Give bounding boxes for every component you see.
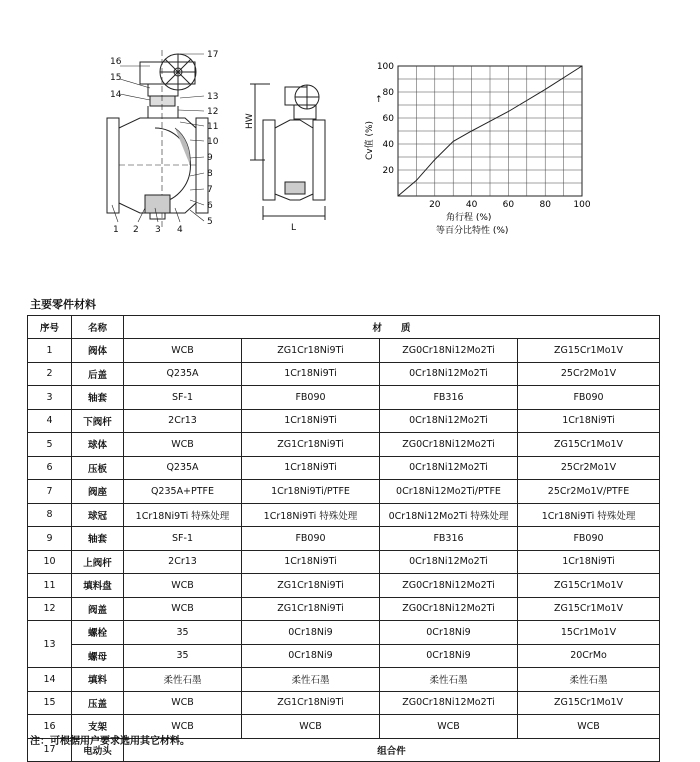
cell-material: 0Cr18Ni9 xyxy=(242,644,380,668)
dim-hw-label: HW xyxy=(245,113,255,129)
table-row xyxy=(28,597,660,621)
table-row xyxy=(28,644,660,668)
section-title: 主要零件材料 xyxy=(30,298,96,311)
side-view xyxy=(250,84,325,220)
cell-material: 2Cr13 xyxy=(124,409,242,433)
cell-material: SF-1 xyxy=(124,386,242,410)
cell-material: ZG15Cr1Mo1V xyxy=(518,691,660,715)
table-row xyxy=(28,668,660,692)
cell-no: 1 xyxy=(28,339,72,363)
y-tick-label: 100 xyxy=(376,62,394,72)
cell-material: ZG0Cr18Ni12Mo2Ti xyxy=(380,597,518,621)
table-row xyxy=(28,339,660,363)
cell-no: 17 xyxy=(28,738,72,762)
callout-7: 7 xyxy=(207,185,213,195)
cell-material: Q235A xyxy=(124,362,242,386)
x-tick-label: 80 xyxy=(539,200,551,210)
x-tick-label: 40 xyxy=(465,200,478,210)
table-row xyxy=(28,621,660,645)
cell-material: ZG1Cr18Ni9Ti xyxy=(242,597,380,621)
table-row xyxy=(28,386,660,410)
table-header-row xyxy=(28,316,660,339)
cell-material: 组合件 xyxy=(124,738,660,762)
cell-material: 25Cr2Mo1V xyxy=(518,456,660,480)
header-material: 材 质 xyxy=(124,316,660,339)
cell-name: 球体 xyxy=(72,433,124,457)
header-name: 名称 xyxy=(72,316,124,339)
footnote: 注：可根据用户要求选用其它材料。 xyxy=(30,736,190,747)
cell-material: 柔性石墨 xyxy=(124,668,242,692)
cell-material: ZG0Cr18Ni12Mo2Ti xyxy=(380,574,518,598)
cell-name: 电动头 xyxy=(72,738,124,762)
table-row xyxy=(28,691,660,715)
callout-11: 11 xyxy=(207,122,219,132)
cell-name: 后盖 xyxy=(72,362,124,386)
cell-material: WCB xyxy=(124,597,242,621)
cell-material: 1Cr18Ni9Ti 特殊处理 xyxy=(518,503,660,527)
cell-material: 0Cr18Ni12Mo2Ti xyxy=(380,456,518,480)
cell-material: WCB xyxy=(124,715,242,739)
cell-material: 1Cr18Ni9Ti xyxy=(242,550,380,574)
x-tick-label: 100 xyxy=(573,200,591,210)
cell-material: ZG0Cr18Ni12Mo2Ti xyxy=(380,691,518,715)
table-row xyxy=(28,574,660,598)
y-tick-label: 20 xyxy=(382,166,394,176)
technical-drawing xyxy=(0,0,700,290)
cell-material: WCB xyxy=(124,433,242,457)
cell-material: FB316 xyxy=(380,386,518,410)
cell-no: 13 xyxy=(28,621,72,668)
callout-5: 5 xyxy=(207,217,213,227)
cell-material: WCB xyxy=(242,715,380,739)
table-row xyxy=(28,480,660,504)
cell-material: 1Cr18Ni9Ti 特殊处理 xyxy=(124,503,242,527)
cell-material: ZG15Cr1Mo1V xyxy=(518,339,660,363)
cell-no: 3 xyxy=(28,386,72,410)
callout-14: 14 xyxy=(110,90,122,100)
callout-2: 2 xyxy=(133,225,139,235)
cell-material: ZG15Cr1Mo1V xyxy=(518,597,660,621)
cv-characteristic-chart xyxy=(363,62,591,236)
cell-material: 25Cr2Mo1V xyxy=(518,362,660,386)
cell-material: 0Cr18Ni12Mo2Ti xyxy=(380,550,518,574)
y-axis-arrow: ↑ xyxy=(375,95,383,105)
cell-material: ZG1Cr18Ni9Ti xyxy=(242,433,380,457)
cell-material: 1Cr18Ni9Ti xyxy=(242,362,380,386)
cell-material: 0Cr18Ni12Mo2Ti 特殊处理 xyxy=(380,503,518,527)
callout-12: 12 xyxy=(207,107,219,117)
table-row xyxy=(28,362,660,386)
callout-6: 6 xyxy=(207,201,213,211)
callout-8: 8 xyxy=(207,169,213,179)
cell-name: 支架 xyxy=(72,715,124,739)
table-row xyxy=(28,550,660,574)
cell-no: 12 xyxy=(28,597,72,621)
cell-material: ZG1Cr18Ni9Ti xyxy=(242,691,380,715)
cell-material: ZG15Cr1Mo1V xyxy=(518,574,660,598)
table-row xyxy=(28,409,660,433)
x-axis-label-1: 角行程 (%) xyxy=(446,213,492,223)
callout-4: 4 xyxy=(177,225,183,235)
cell-material: 0Cr18Ni9 xyxy=(380,621,518,645)
cell-no: 4 xyxy=(28,409,72,433)
callout-3: 3 xyxy=(155,225,161,235)
cell-material: SF-1 xyxy=(124,527,242,551)
x-tick-label: 20 xyxy=(429,200,441,210)
callout-10: 10 xyxy=(207,137,219,147)
cell-material: FB316 xyxy=(380,527,518,551)
cell-material: WCB xyxy=(380,715,518,739)
callout-1: 1 xyxy=(113,225,119,235)
cell-no: 9 xyxy=(28,527,72,551)
cell-name: 阀盖 xyxy=(72,597,124,621)
cell-name: 球冠 xyxy=(72,503,124,527)
callout-15: 15 xyxy=(110,73,122,83)
callout-17: 17 xyxy=(207,50,219,60)
cell-material: WCB xyxy=(518,715,660,739)
cell-material: 1Cr18Ni9Ti xyxy=(518,550,660,574)
cell-material: 柔性石墨 xyxy=(242,668,380,692)
cell-name: 螺栓 xyxy=(72,621,124,645)
cell-material: 2Cr13 xyxy=(124,550,242,574)
materials-table xyxy=(27,315,660,762)
cell-material: 0Cr18Ni12Mo2Ti/PTFE xyxy=(380,480,518,504)
callout-9: 9 xyxy=(207,153,213,163)
cell-name: 填料盘 xyxy=(72,574,124,598)
cell-material: 0Cr18Ni12Mo2Ti xyxy=(380,362,518,386)
cell-no: 15 xyxy=(28,691,72,715)
cell-material: FB090 xyxy=(242,386,380,410)
y-tick-label: 60 xyxy=(382,114,394,124)
x-tick-label: 60 xyxy=(502,200,515,210)
callout-16: 16 xyxy=(110,57,122,67)
cell-no: 16 xyxy=(28,715,72,739)
cell-material: FB090 xyxy=(242,527,380,551)
cell-material: ZG0Cr18Ni12Mo2Ti xyxy=(380,339,518,363)
cell-name: 轴套 xyxy=(72,386,124,410)
cell-material: 1Cr18Ni9Ti xyxy=(518,409,660,433)
cell-material: WCB xyxy=(124,339,242,363)
table-row xyxy=(28,503,660,527)
y-tick-label: 80 xyxy=(382,88,394,98)
cell-name: 阀体 xyxy=(72,339,124,363)
cell-material: 35 xyxy=(124,621,242,645)
callout-13: 13 xyxy=(207,92,219,102)
cell-no: 11 xyxy=(28,574,72,598)
cell-no: 14 xyxy=(28,668,72,692)
dim-l-label: L xyxy=(291,223,297,233)
cell-material: 1Cr18Ni9Ti/PTFE xyxy=(242,480,380,504)
cell-no: 8 xyxy=(28,503,72,527)
cell-no: 10 xyxy=(28,550,72,574)
cell-material: 1Cr18Ni9Ti 特殊处理 xyxy=(242,503,380,527)
table-row xyxy=(28,456,660,480)
cell-no: 7 xyxy=(28,480,72,504)
y-tick-label: 40 xyxy=(382,140,394,150)
cell-material: WCB xyxy=(124,574,242,598)
cell-name: 下阀杆 xyxy=(72,409,124,433)
table-row xyxy=(28,527,660,551)
cell-name: 压板 xyxy=(72,456,124,480)
cell-name: 上阀杆 xyxy=(72,550,124,574)
y-axis-label: Cv值 (%) xyxy=(365,120,375,160)
cell-material: ZG15Cr1Mo1V xyxy=(518,433,660,457)
cell-no: 5 xyxy=(28,433,72,457)
cell-material: 35 xyxy=(124,644,242,668)
cell-material: FB090 xyxy=(518,386,660,410)
cell-material: Q235A xyxy=(124,456,242,480)
cell-no: 2 xyxy=(28,362,72,386)
cell-name: 填料 xyxy=(72,668,124,692)
cell-material: 0Cr18Ni9 xyxy=(380,644,518,668)
cell-no: 6 xyxy=(28,456,72,480)
x-axis-label-2: 等百分比特性 (%) xyxy=(436,226,509,236)
cell-material: ZG1Cr18Ni9Ti xyxy=(242,574,380,598)
cell-material: 1Cr18Ni9Ti xyxy=(242,456,380,480)
cell-material: 25Cr2Mo1V/PTFE xyxy=(518,480,660,504)
cell-material: FB090 xyxy=(518,527,660,551)
cell-name: 螺母 xyxy=(72,644,124,668)
header-no: 序号 xyxy=(28,316,72,339)
cell-material: 15Cr1Mo1V xyxy=(518,621,660,645)
cell-material: 0Cr18Ni9 xyxy=(242,621,380,645)
cell-name: 阀座 xyxy=(72,480,124,504)
cell-material: Q235A+PTFE xyxy=(124,480,242,504)
cell-name: 轴套 xyxy=(72,527,124,551)
cell-material: WCB xyxy=(124,691,242,715)
cell-name: 压盖 xyxy=(72,691,124,715)
cell-material: ZG0Cr18Ni12Mo2Ti xyxy=(380,433,518,457)
cell-material: 柔性石墨 xyxy=(518,668,660,692)
cell-material: 20CrMo xyxy=(518,644,660,668)
table-row xyxy=(28,433,660,457)
cell-material: 1Cr18Ni9Ti xyxy=(242,409,380,433)
cell-material: ZG1Cr18Ni9Ti xyxy=(242,339,380,363)
cell-material: 柔性石墨 xyxy=(380,668,518,692)
cell-material: 0Cr18Ni12Mo2Ti xyxy=(380,409,518,433)
